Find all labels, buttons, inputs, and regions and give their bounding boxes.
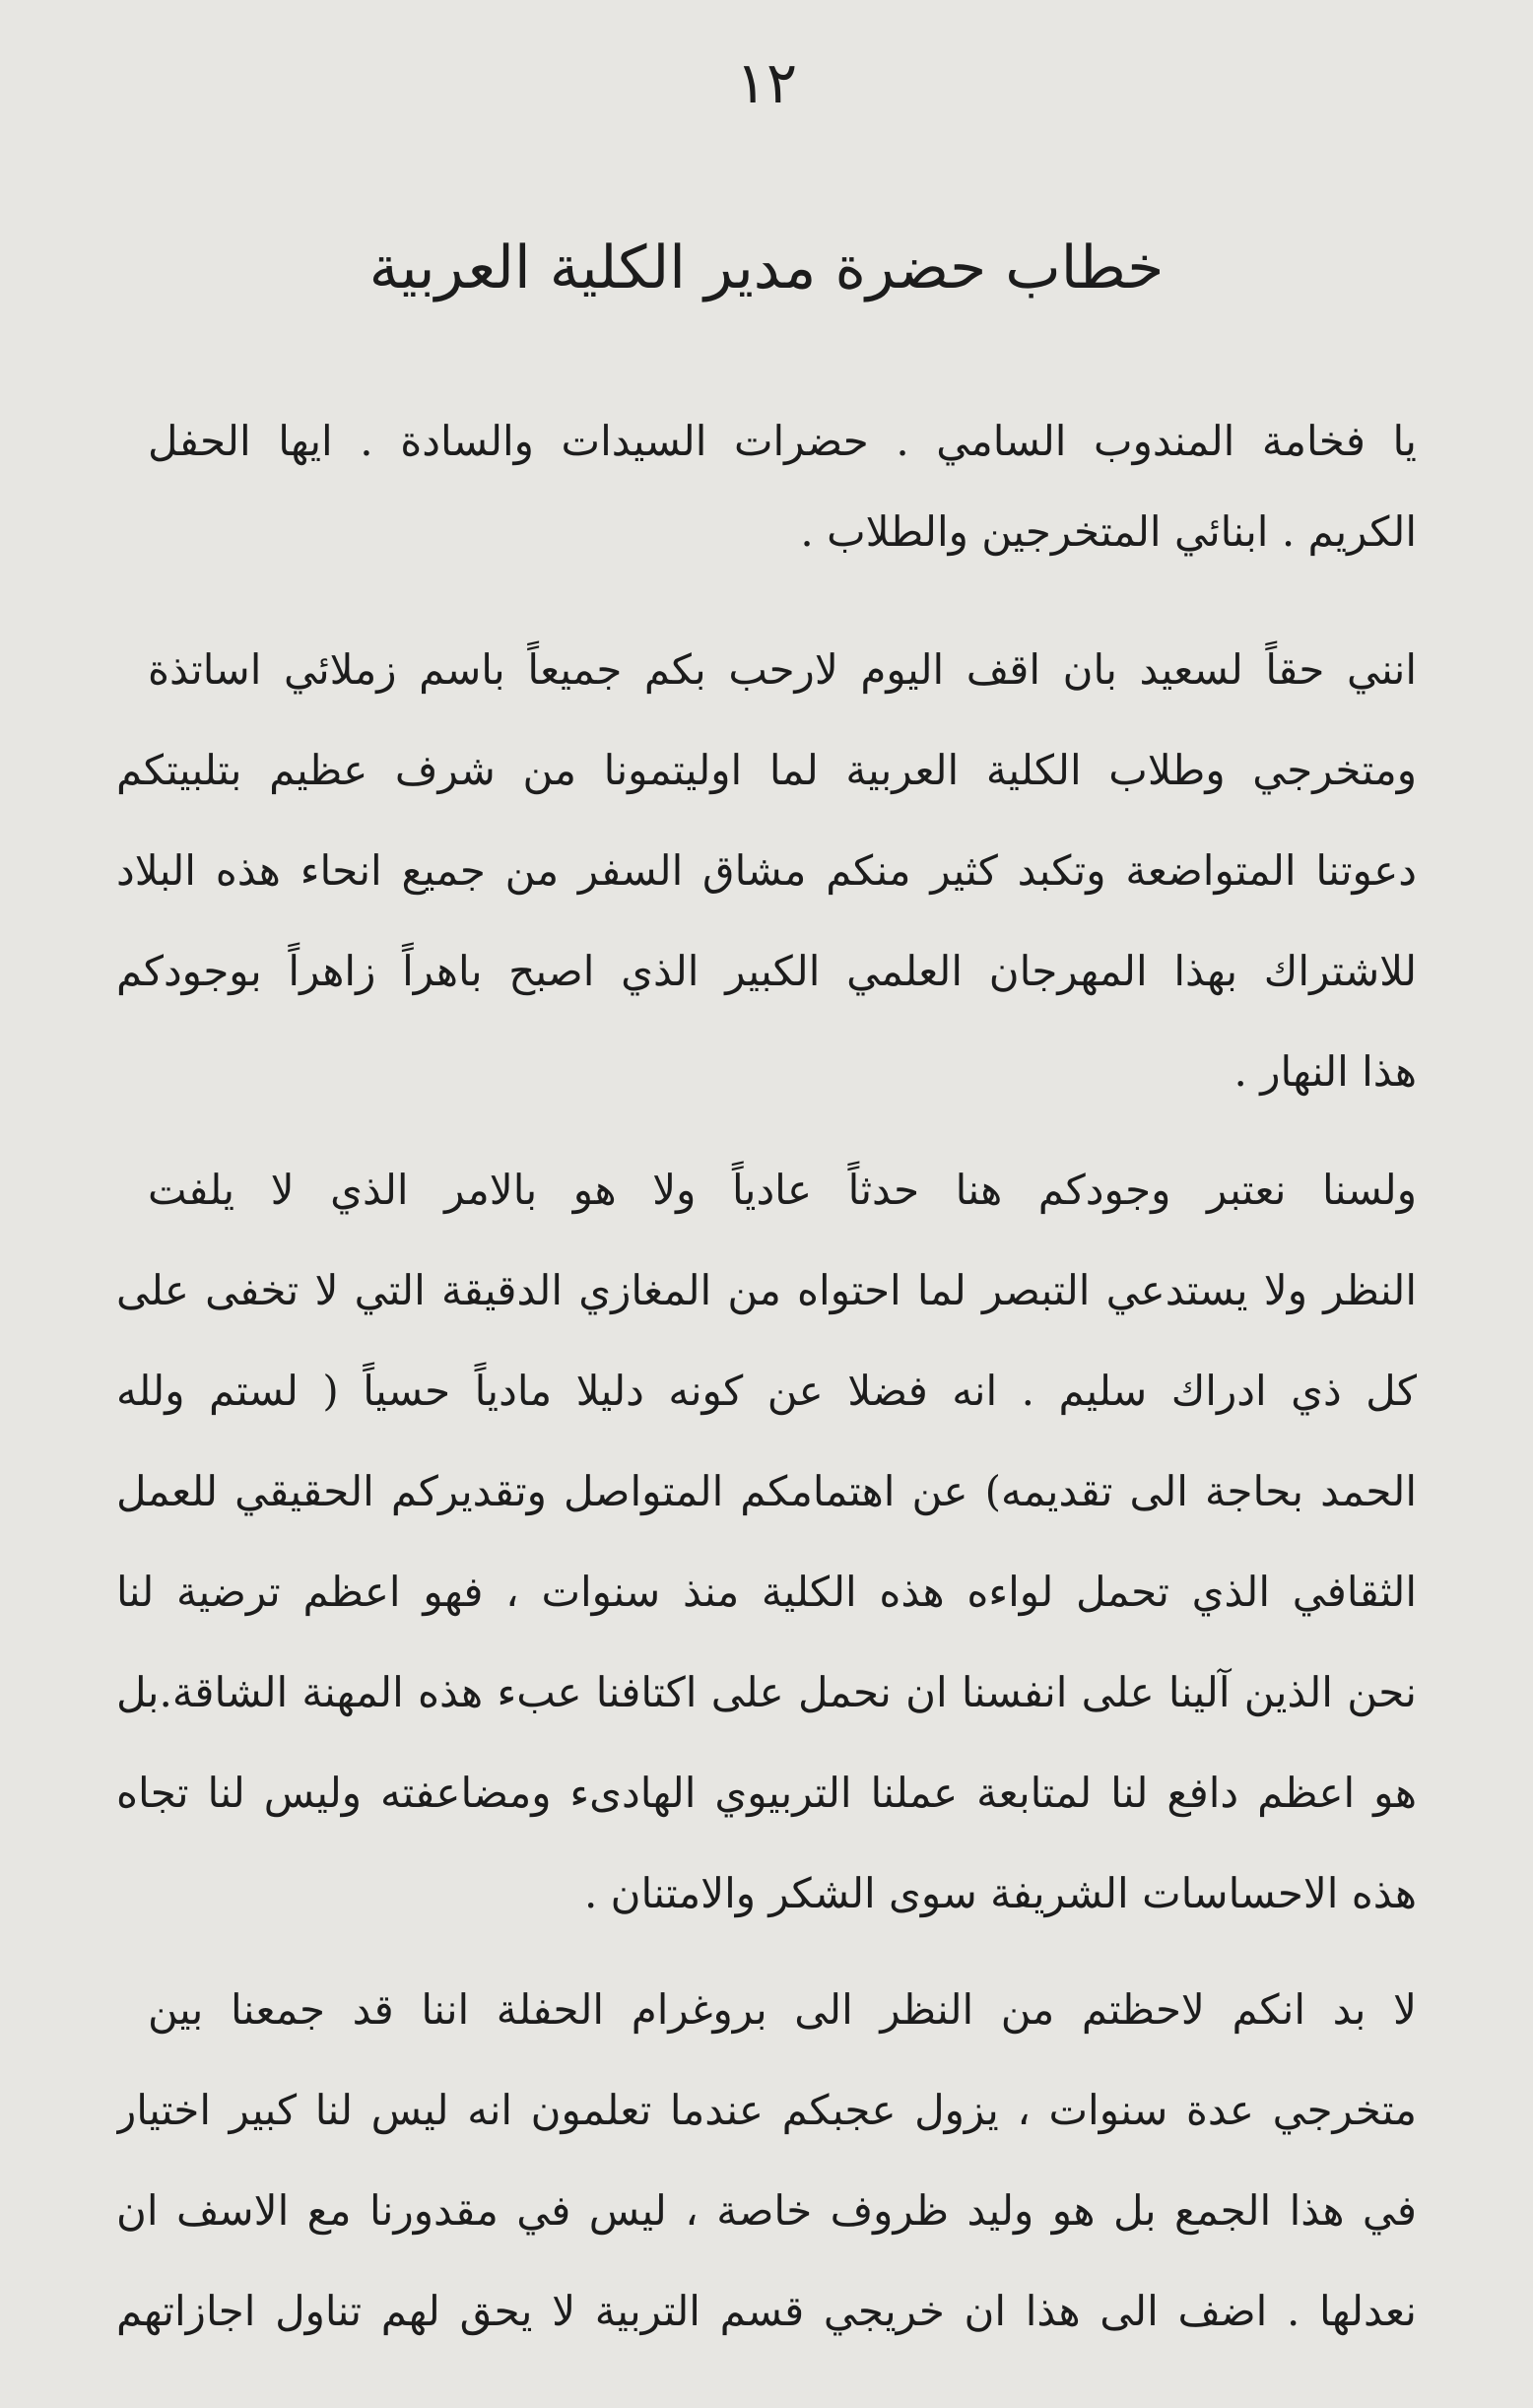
page-number: ١٢ — [735, 49, 798, 116]
text-line: هو اعظم دافع لنا لمتابعة عملنا التربيوي الهادىء ومضاعفته وليس لنا تجاه — [116, 1769, 1417, 1817]
page-title: خطاب حضرة مدير الكلية العربية — [368, 234, 1165, 302]
text-line: انني حقاً لسعيد بان اقف اليوم لارحب بكم جميعاً باسم زملائي اساتذة — [148, 645, 1417, 694]
text-line: في هذا الجمع بل هو وليد ظروف خاصة ، ليس في مقدورنا مع الاسف ان — [116, 2186, 1417, 2235]
text-line: متخرجي عدة سنوات ، يزول عجبكم عندما تعلمون انه ليس لنا كبير اختيار — [116, 2086, 1417, 2134]
text-line: نعدلها . اضف الى هذا ان خريجي قسم التربية لا يحق لهم تناول اجازاتهم — [116, 2287, 1417, 2335]
text-line: ولسنا نعتبر وجودكم هنا حدثاً عادياً ولا هو بالامر الذي لا يلفت — [148, 1166, 1417, 1214]
text-line: الحمد بحاجة الى تقديمه) عن اهتمامكم المتواصل وتقديركم الحقيقي للعمل — [116, 1467, 1417, 1515]
text-line: نحن الذين آلينا على انفسنا ان نحمل على اكتافنا عبء هذه المهنة الشاقة.بل — [116, 1668, 1417, 1716]
text-line: الثقافي الذي تحمل لواءه هذه الكلية منذ سنوات ، فهو اعظم ترضية لنا — [116, 1568, 1417, 1616]
text-line: للاشتراك بهذا المهرجان العلمي الكبير الذي اصبح باهراً زاهراً بوجودكم — [116, 947, 1417, 995]
text-line: ومتخرجي وطلاب الكلية العربية لما اوليتمونا من شرف عظيم بتلبيتكم — [116, 746, 1417, 794]
text-line: يا فخامة المندوب السامي . حضرات السيدات والسادة . ايها الحفل — [148, 417, 1417, 465]
text-line: النظر ولا يستدعي التبصر لما احتواه من المغازي الدقيقة التي لا تخفى على — [116, 1266, 1417, 1314]
text-line: الكريم . ابنائي المتخرجين والطلاب . — [800, 507, 1417, 556]
text-line: لا بد انكم لاحظتم من النظر الى بروغرام الحفلة اننا قد جمعنا بين — [148, 1985, 1417, 2034]
text-line: دعوتنا المتواضعة وتكبد كثير منكم مشاق السفر من جميع انحاء هذه البلاد — [116, 846, 1417, 895]
text-line: هذا النهار . — [1233, 1047, 1417, 1096]
text-line: كل ذي ادراك سليم . انه فضلا عن كونه دليلا مادياً حسياً ( لستم ولله — [116, 1367, 1417, 1415]
text-line: هذه الاحساسات الشريفة سوى الشكر والامتنان . — [583, 1869, 1417, 1917]
